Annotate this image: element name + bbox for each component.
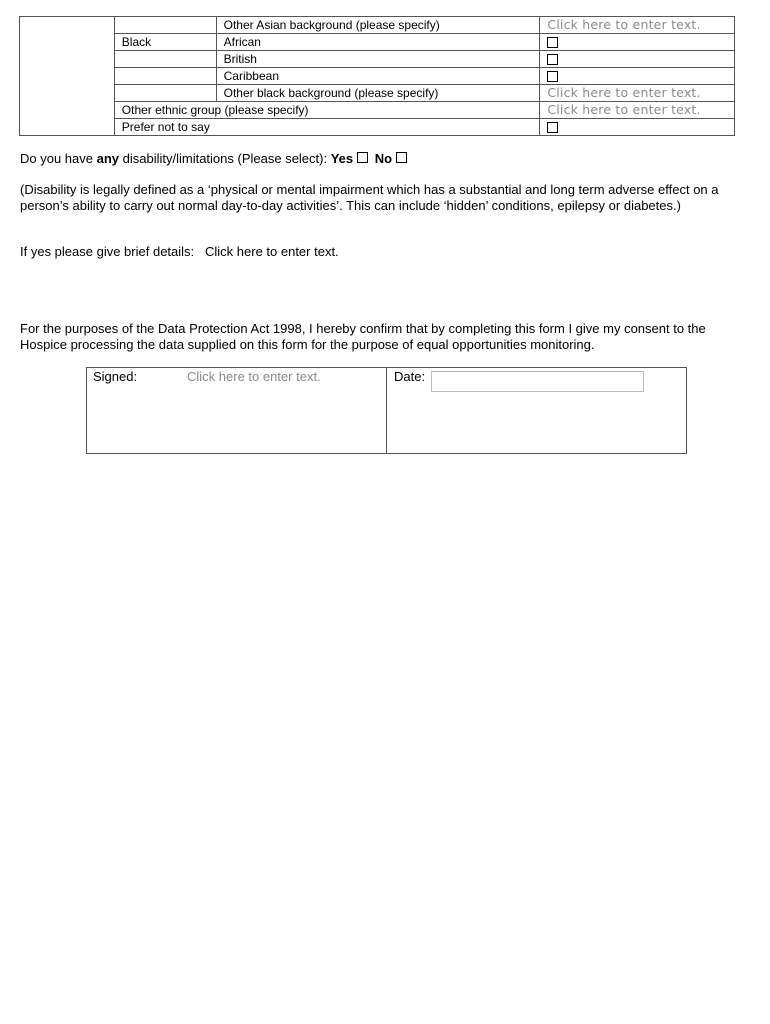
date-input[interactable] xyxy=(431,371,644,392)
other-black-text-field[interactable] xyxy=(540,85,735,102)
date-cell xyxy=(386,368,686,453)
signed-text-field[interactable]: Click here to enter text. xyxy=(187,369,321,384)
group-cell xyxy=(114,68,216,85)
question-text-post: disability/limitations (Please select): xyxy=(119,151,331,166)
british-checkbox[interactable] xyxy=(547,54,558,65)
table-row xyxy=(20,85,735,102)
table-row xyxy=(20,51,735,68)
no-checkbox[interactable] xyxy=(396,152,407,163)
caribbean-checkbox[interactable] xyxy=(547,71,558,82)
option-label: Other ethnic group (please specify) xyxy=(114,102,540,119)
option-label: Other black background (please specify) xyxy=(216,85,540,102)
option-label: Caribbean xyxy=(216,68,540,85)
table-row xyxy=(20,102,735,119)
table-row xyxy=(20,34,735,51)
african-checkbox[interactable] xyxy=(547,37,558,48)
placeholder-text: Click here to enter text. xyxy=(547,17,701,32)
signature-table xyxy=(86,367,687,454)
yes-label: Yes xyxy=(330,151,354,166)
details-text-field[interactable]: Click here to enter text. xyxy=(205,244,339,259)
checkbox-cell xyxy=(540,51,735,68)
group-cell xyxy=(114,51,216,68)
table-row xyxy=(20,119,735,136)
disability-definition-note: (Disability is legally defined as a ‘physical or mental impairment which has a substantial and long term adverse effect on a person’s ability to carry out normal day-to-day activities’. This can include ‘hidden’ conditions, epilepsy or diabetes.) xyxy=(20,182,719,213)
disability-question xyxy=(20,151,740,167)
ethnicity-table xyxy=(19,16,735,136)
data-protection-statement: For the purposes of the Data Protection Act 1998, I hereby confirm that by completing this form I give my consent to the Hospice processing the data supplied on this form for the purpose of equal opportunities monitoring. xyxy=(20,321,706,352)
details-label: If yes please give brief details: xyxy=(20,244,195,259)
other-ethnic-text-field[interactable] xyxy=(540,102,735,119)
signed-label: Signed: xyxy=(93,369,138,384)
table-row xyxy=(20,17,735,34)
group-cell xyxy=(114,17,216,34)
yes-checkbox[interactable] xyxy=(357,152,368,163)
no-label: No xyxy=(374,151,393,166)
question-emphasis: any xyxy=(96,151,120,166)
ethnicity-category-cell xyxy=(20,17,115,136)
checkbox-cell xyxy=(540,68,735,85)
checkbox-cell xyxy=(540,34,735,51)
prefer-not-checkbox[interactable] xyxy=(547,122,558,133)
signed-cell xyxy=(87,368,386,453)
checkbox-cell xyxy=(540,119,735,136)
placeholder-text: Click here to enter text. xyxy=(547,102,701,117)
table-row xyxy=(20,68,735,85)
other-asian-text-field[interactable] xyxy=(540,17,735,34)
option-label: Prefer not to say xyxy=(114,119,540,136)
option-label: Other Asian background (please specify) xyxy=(216,17,540,34)
group-cell: Black xyxy=(114,34,216,51)
question-text-pre: Do you have xyxy=(20,151,97,166)
date-label: Date: xyxy=(394,369,426,384)
placeholder-text: Click here to enter text. xyxy=(547,85,701,100)
details-line xyxy=(20,244,740,260)
option-label: African xyxy=(216,34,540,51)
group-cell xyxy=(114,85,216,102)
option-label: British xyxy=(216,51,540,68)
